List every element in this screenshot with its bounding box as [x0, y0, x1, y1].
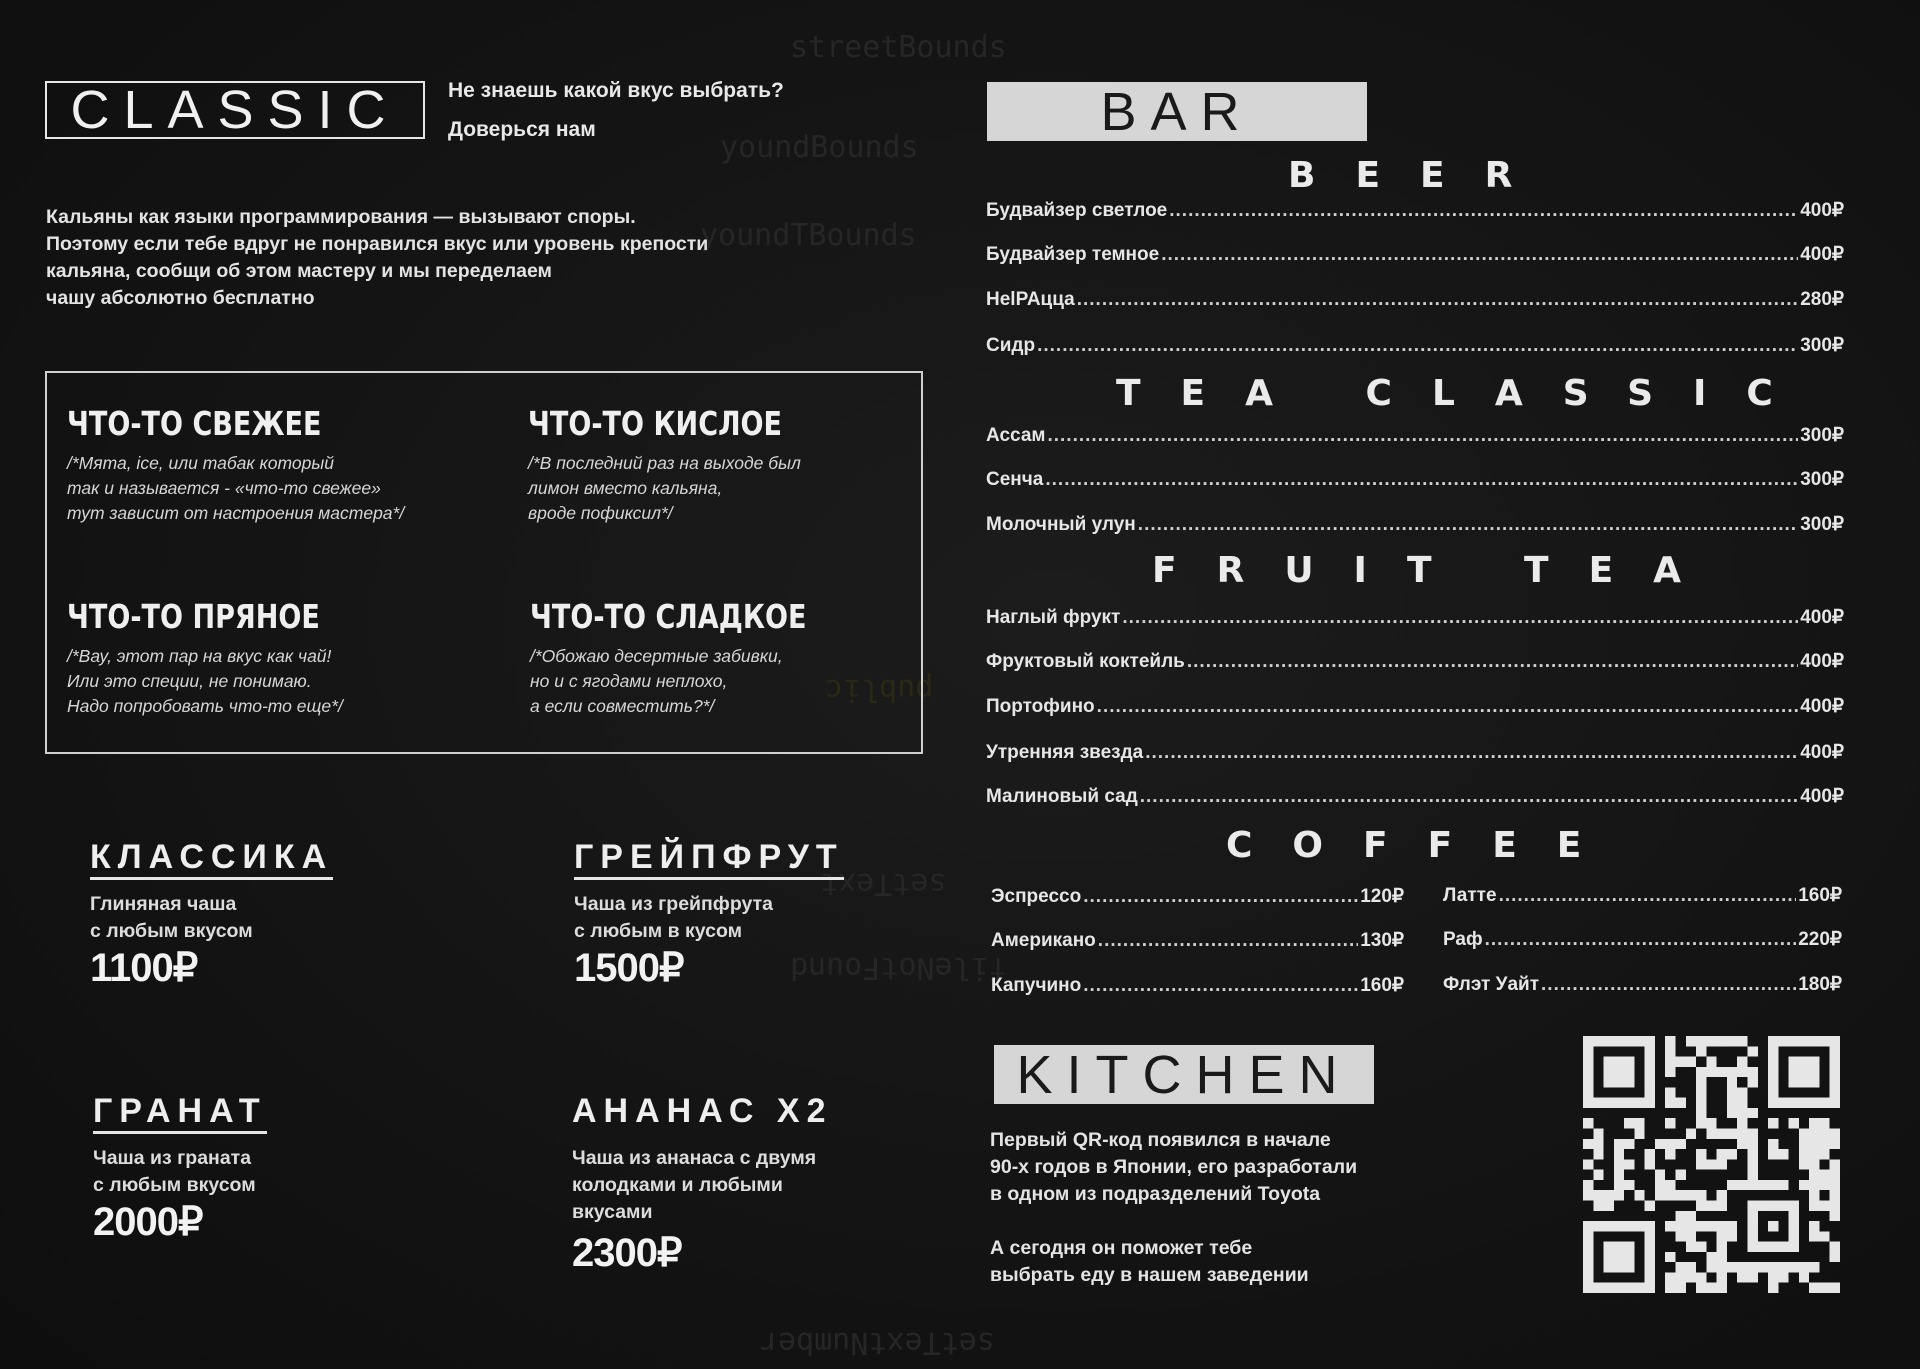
flavor-desc-line: так и называется - «что-то свежее» — [67, 478, 381, 498]
beer-heading: BEER — [1288, 155, 1553, 196]
item-name: Будвайзер светлое — [986, 200, 1168, 221]
menu-row — [986, 650, 1844, 695]
item-price: 160₽ — [1798, 885, 1842, 906]
item-price: 400₽ — [1800, 696, 1844, 717]
leader-dots — [1145, 742, 1798, 764]
kitchen-text-line: А сегодня он поможет тебе — [990, 1237, 1253, 1259]
menu-row — [986, 741, 1844, 785]
bg-code-3: youndTBounds — [700, 218, 917, 253]
flavor-sour — [528, 404, 838, 526]
flavor-title: ЧТО-ТО СЛАДКОЕ — [530, 597, 807, 636]
offer-pomegranate — [93, 1092, 267, 1245]
kitchen-text-line: в одном из подразделений Toyota — [990, 1183, 1321, 1205]
offer-desc — [90, 891, 333, 945]
item-price: 300₽ — [1800, 469, 1844, 490]
flavor-desc-line: лимон вместо кальяна, — [528, 478, 723, 498]
item-price: 300₽ — [1800, 514, 1844, 535]
tagline-question: Не знаешь какой вкус выбрать? — [448, 79, 784, 102]
intro-text — [46, 204, 926, 312]
intro-line: Кальяны как языки программирования — вызывают споры. — [46, 206, 636, 228]
leader-dots — [1077, 289, 1798, 311]
flavor-desc-line: /*Вау, этот пар на вкус как чай! — [67, 646, 332, 666]
bg-code-2: youndBounds — [720, 130, 919, 165]
intro-line: чашу абсолютно бесплатно — [46, 287, 315, 309]
offer-desc-line: вкусами — [572, 1201, 653, 1223]
item-price: 400₽ — [1800, 786, 1844, 807]
menu-row — [986, 243, 1844, 288]
intro-line: Поэтому если тебе вдруг не понравился вкус или уровень крепости — [46, 233, 709, 255]
offer-desc-line: с любым вкусом — [93, 1174, 256, 1196]
beer-list — [986, 199, 1844, 378]
item-name: Фруктовый коктейль — [986, 651, 1185, 672]
bg-code-5: setText — [820, 866, 947, 901]
flavor-title: ЧТО-ТО КИСЛОЕ — [528, 404, 783, 443]
item-price: 400₽ — [1800, 651, 1844, 672]
leader-dots — [1122, 607, 1798, 629]
menu-row — [986, 695, 1844, 741]
item-name: Флэт Уайт — [1443, 974, 1540, 995]
offer-desc-line: с любым вкусом — [90, 920, 253, 942]
leader-dots — [1045, 469, 1798, 491]
menu-row — [986, 606, 1844, 650]
offer-name: ГРАНАТ — [93, 1092, 267, 1134]
offer-desc-line: Чаша из грейпфрута — [574, 893, 773, 915]
offer-price: 1500₽ — [574, 946, 684, 990]
bg-code-6: fileNotFound — [790, 950, 1007, 985]
leader-dots — [1140, 786, 1798, 808]
tea-classic-list — [986, 424, 1844, 557]
coffee-list-left — [991, 885, 1404, 1018]
fruit-tea-heading: FRUIT TEA — [1152, 550, 1722, 591]
offer-desc — [572, 1145, 833, 1226]
item-name: Малиновый сад — [986, 786, 1138, 807]
offer-desc-line: Чаша из граната — [93, 1147, 252, 1169]
item-name: Наглый фрукт — [986, 607, 1121, 628]
flavor-desc-line: но и с ягодами неплохо, — [530, 671, 728, 691]
flavor-desc-line: а если совместить?*/ — [530, 696, 715, 716]
leader-dots — [1187, 651, 1798, 673]
item-price: 400₽ — [1800, 607, 1844, 628]
offer-pineapple — [572, 1092, 833, 1276]
flavor-desc-line: Или это специи, не понимаю. — [67, 671, 312, 691]
menu-row — [1443, 973, 1842, 1017]
offer-name: КЛАССИКА — [90, 838, 333, 880]
item-price: 120₽ — [1360, 886, 1404, 907]
leader-dots — [1169, 200, 1798, 222]
offer-desc — [93, 1145, 267, 1199]
leader-dots — [1098, 930, 1358, 952]
kitchen-title: KITCHEN — [994, 1045, 1374, 1104]
fruit-tea-list — [986, 606, 1844, 829]
menu-row — [1443, 884, 1842, 928]
item-name: Латте — [1443, 885, 1497, 906]
menu-row — [986, 424, 1844, 468]
qr-code-icon[interactable] — [1583, 1036, 1840, 1293]
item-price: 300₽ — [1800, 425, 1844, 446]
leader-dots — [1083, 975, 1358, 997]
menu-row — [991, 974, 1404, 1018]
kitchen-text-qr-history — [990, 1127, 1357, 1208]
tagline-trust: Доверься нам — [448, 118, 596, 141]
tea-classic-heading: TEA CLASSIC — [1116, 373, 1813, 414]
menu-row — [986, 199, 1844, 243]
bg-code-7: setTextNumber — [760, 1325, 995, 1360]
item-name: Раф — [1443, 929, 1483, 950]
item-price: 220₽ — [1798, 929, 1842, 950]
item-name: Капучино — [991, 975, 1082, 996]
leader-dots — [1138, 514, 1798, 536]
item-name: Сидр — [986, 335, 1036, 356]
flavor-desc-line: Надо попробовать что-то еще*/ — [67, 696, 343, 716]
leader-dots — [1485, 929, 1797, 951]
flavor-desc-line: /*В последний раз на выходе был — [528, 453, 801, 473]
flavor-title: ЧТО-ТО СВЕЖЕЕ — [67, 404, 322, 443]
offer-name: АНАНАС X2 — [572, 1092, 833, 1130]
leader-dots — [1083, 886, 1358, 908]
kitchen-text-line: выбрать еду в нашем заведении — [990, 1264, 1309, 1286]
bg-code-4: public — [825, 672, 934, 707]
flavor-sweet — [530, 597, 867, 719]
leader-dots — [1047, 425, 1798, 447]
leader-dots — [1499, 885, 1797, 907]
item-price: 300₽ — [1800, 335, 1844, 356]
kitchen-text-qr-cta — [990, 1235, 1309, 1289]
offer-desc-line: Глиняная чаша — [90, 893, 237, 915]
menu-row — [986, 468, 1844, 513]
leader-dots — [1541, 974, 1796, 996]
item-name: Будвайзер темное — [986, 244, 1160, 265]
flavor-desc — [67, 644, 375, 719]
classic-title: CLASSIC — [45, 81, 425, 139]
kitchen-text-line: 90-х годов в Японии, его разработали — [990, 1156, 1358, 1178]
item-name: Портофино — [986, 696, 1095, 717]
leader-dots — [1161, 244, 1798, 266]
offer-grapefruit — [574, 838, 844, 991]
item-price: 160₽ — [1360, 975, 1404, 996]
menu-row — [986, 288, 1844, 334]
offer-name: ГРЕЙПФРУТ — [574, 838, 844, 880]
offer-desc-line: с любым в кусом — [574, 920, 743, 942]
flavor-desc-line: тут зависит от настроения мастера*/ — [67, 503, 405, 523]
item-price: 180₽ — [1798, 974, 1842, 995]
offer-price: 2000₽ — [93, 1200, 203, 1244]
leader-dots — [1097, 696, 1799, 718]
offer-price: 1100₽ — [90, 946, 198, 990]
item-name: HelPAцца — [986, 289, 1075, 310]
flavor-desc — [530, 644, 867, 719]
item-price: 280₽ — [1800, 289, 1844, 310]
offer-desc — [574, 891, 844, 945]
menu-row — [1443, 928, 1842, 973]
item-name: Утренняя звезда — [986, 742, 1144, 763]
bg-code-1: streetBounds — [790, 30, 1007, 65]
flavor-spicy — [67, 597, 375, 719]
flavor-desc-line: /*Обожаю десертные забивки, — [530, 646, 783, 666]
flavor-desc — [67, 451, 404, 526]
menu-row — [991, 929, 1404, 974]
menu-row — [991, 885, 1404, 929]
coffee-heading: COFFEE — [1226, 825, 1622, 866]
leader-dots — [1037, 335, 1798, 357]
item-price: 400₽ — [1800, 742, 1844, 763]
menu-row — [986, 785, 1844, 829]
menu-row — [986, 334, 1844, 378]
item-name: Сенча — [986, 469, 1044, 490]
item-price: 400₽ — [1800, 244, 1844, 265]
offer-desc-line: колодками и любыми — [572, 1174, 783, 1196]
flavor-fresh — [67, 404, 404, 526]
flavor-title: ЧТО-ТО ПРЯНОЕ — [67, 597, 320, 636]
intro-line: кальяна, сообщи об этом мастеру и мы переделаем — [46, 260, 552, 282]
coffee-list-right — [1443, 884, 1842, 1017]
qr-modules — [1583, 1036, 1840, 1293]
offer-desc-line: Чаша из ананаса с двумя — [572, 1147, 817, 1169]
offer-price: 2300₽ — [572, 1231, 682, 1275]
flavor-desc-line: /*Мята, ice, или табак который — [67, 453, 334, 473]
item-name: Американо — [991, 930, 1096, 951]
item-name: Ассам — [986, 425, 1046, 446]
flavor-desc — [528, 451, 838, 526]
flavor-desc-line: вроде пофиксил*/ — [528, 503, 673, 523]
bar-title: BAR — [987, 82, 1367, 141]
item-name: Молочный улун — [986, 514, 1136, 535]
item-name: Эспрессо — [991, 886, 1082, 907]
offer-classic — [90, 838, 333, 991]
item-price: 130₽ — [1360, 930, 1404, 951]
kitchen-text-line: Первый QR-код появился в начале — [990, 1129, 1331, 1151]
item-price: 400₽ — [1800, 200, 1844, 221]
